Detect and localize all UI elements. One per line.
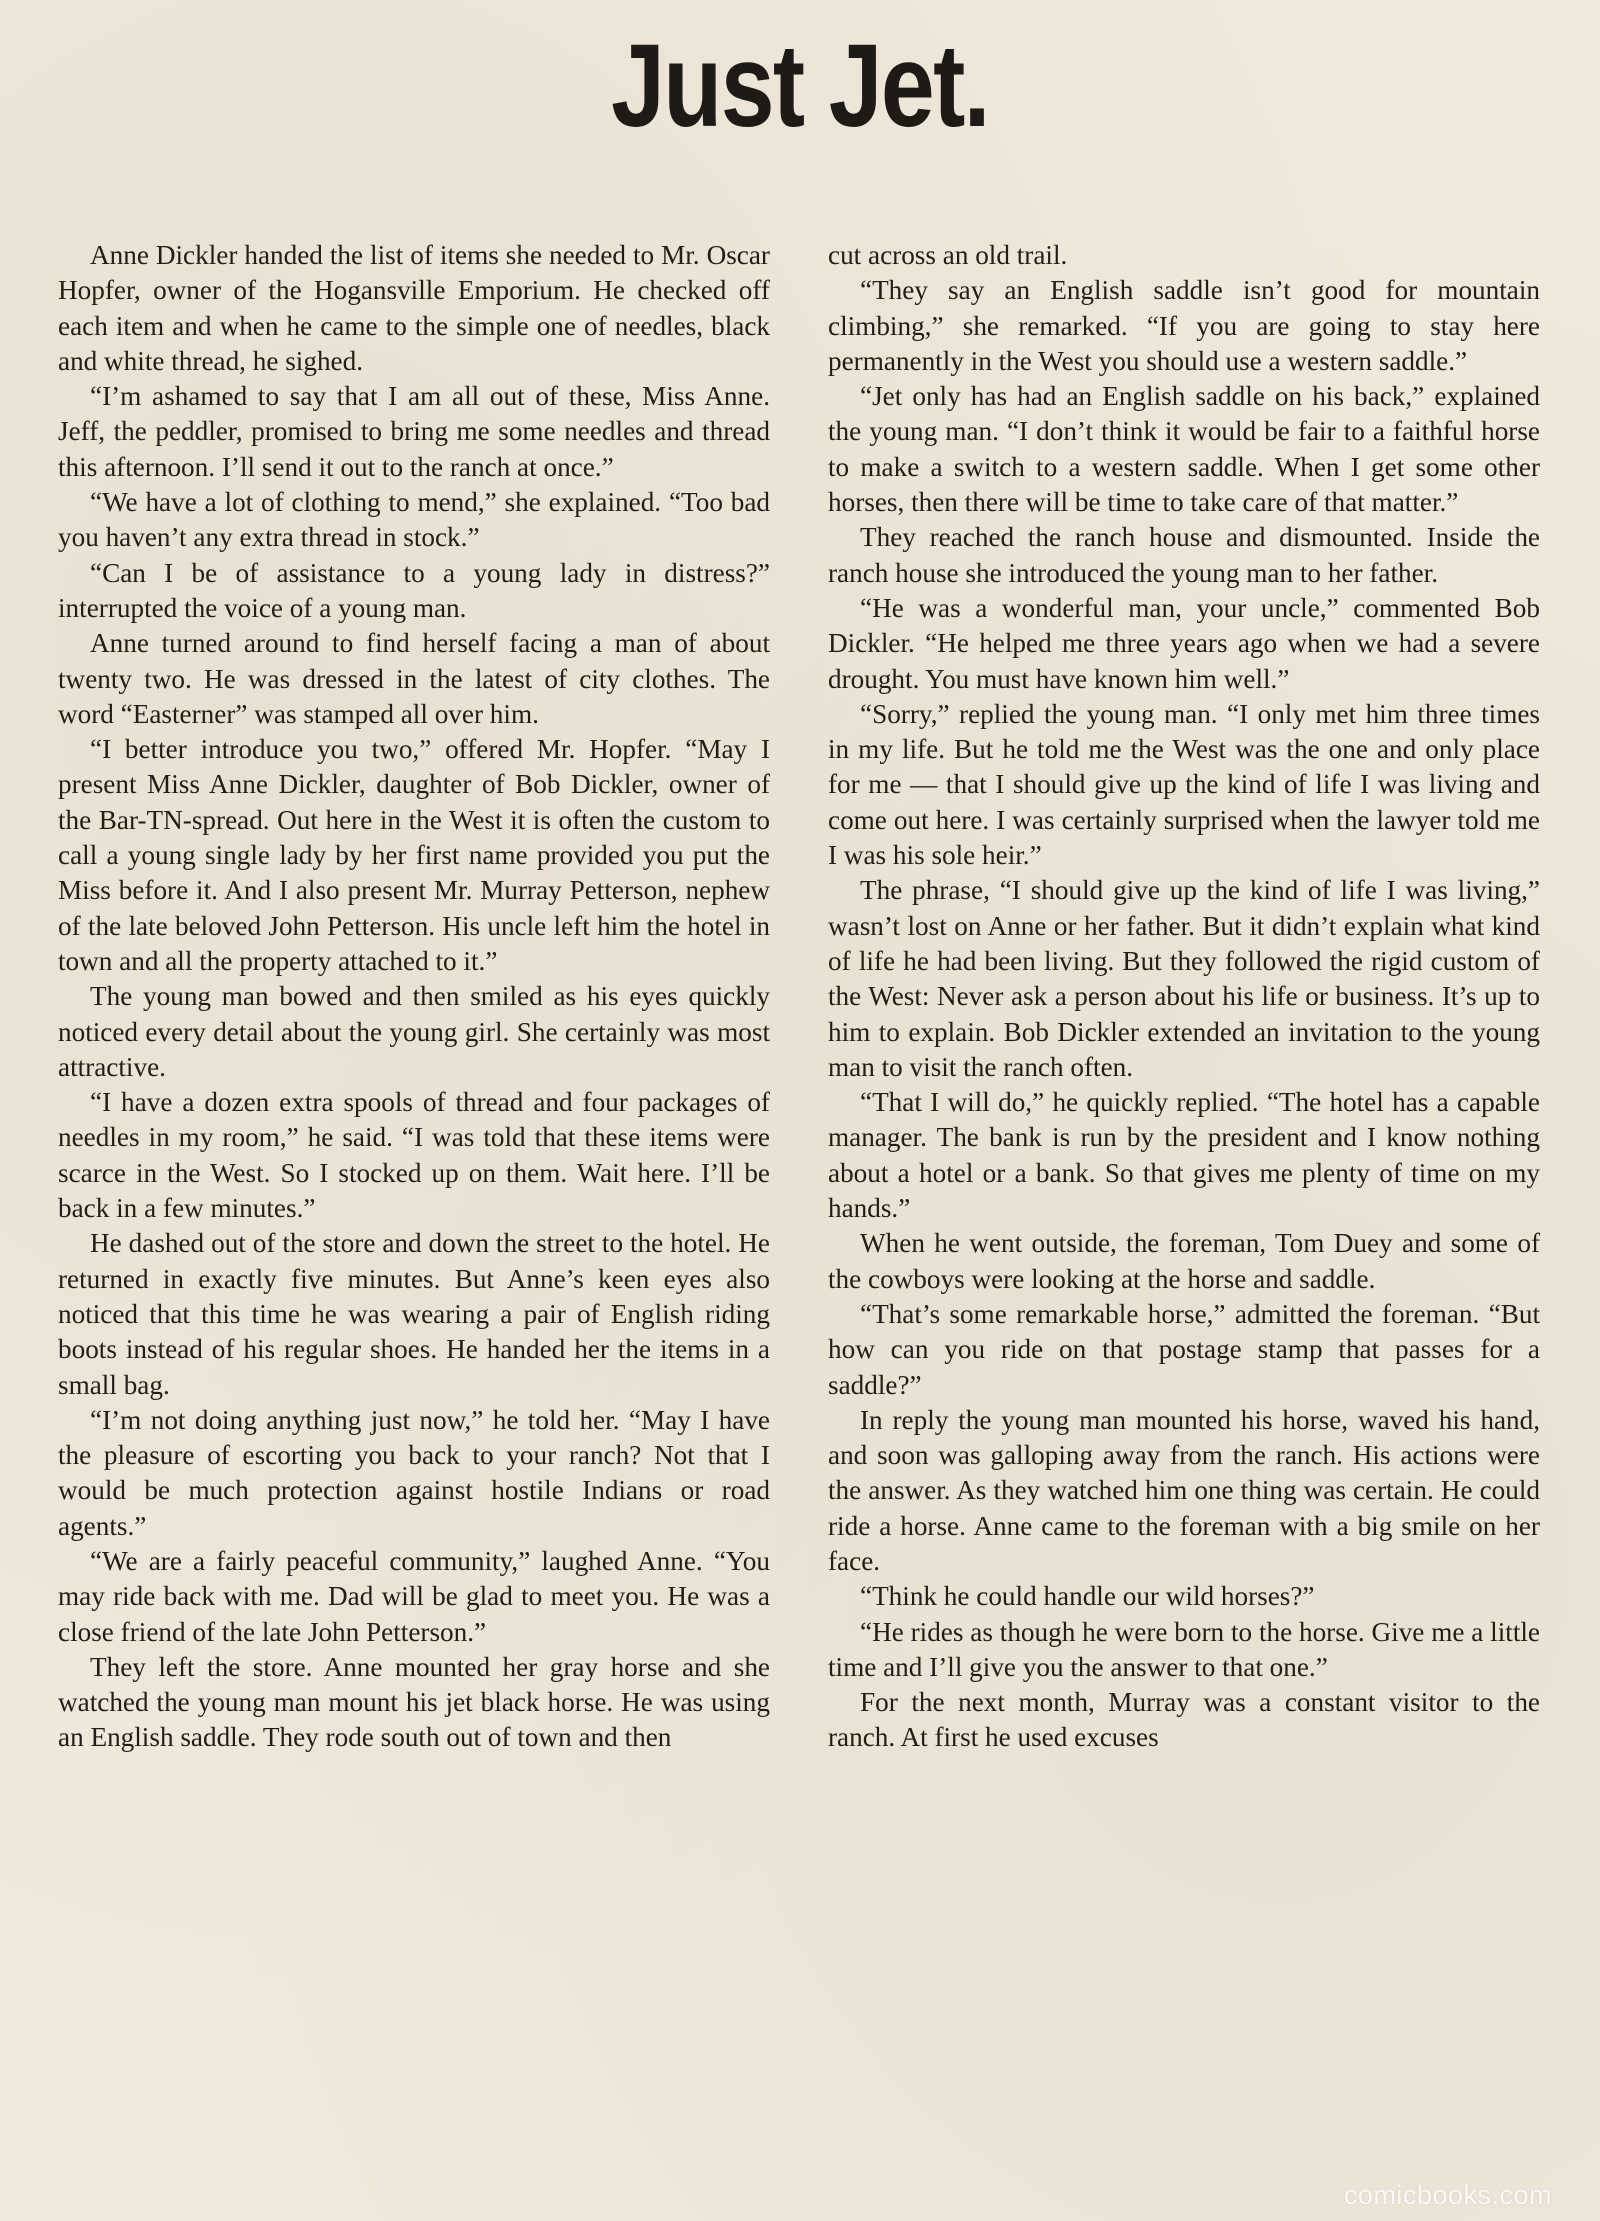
paragraph: “Sorry,” replied the young man. “I only met him three times in my life. But he told me the West was the one and only place for me — that I should give up the kind of life I was living and come out here. I was certainly surprised when the lawyer told me I was his sole heir.” (828, 698, 1540, 871)
paragraph: “I’m not doing anything just now,” he told her. “May I have the pleasure of escorting you back to your ranch? Not that I would be much protection against hostile Indians or road agents.” (58, 1404, 770, 1541)
paragraph: “I better introduce you two,” offered Mr. Hopfer. “May I present Miss Anne Dickler, daughter of Bob Dickler, owner of the Bar-TN-spread. Out here in the West it is often the custom to call a young single lady by her first name provided you put the Miss before it. And I also present Mr. Murray Petterson, nephew of the late beloved John Petterson. His uncle left him the hotel in town and all the property attached to it.” (58, 734, 770, 976)
paragraph: In reply the young man mounted his horse, waved his hand, and soon was galloping away from the ranch. His actions were the answer. As they watched him one thing was certain. He could ride a horse. Anne came to the foreman with a big smile on her face. (828, 1404, 1540, 1576)
watermark: comicbooks.com (1343, 2180, 1552, 2210)
paragraph: “We have a lot of clothing to mend,” she explained. “Too bad you haven’t any extra thread in stock.” (58, 487, 770, 553)
paragraph-continued: cut across an old trail. (828, 240, 1068, 270)
paragraph: “That’s some remarkable horse,” admitted the foreman. “But how can you ride on that postage stamp that passes for a saddle?” (828, 1298, 1540, 1400)
paragraph: They reached the ranch house and dismounted. Inside the ranch house she introduced the young man to her father. (828, 522, 1540, 588)
paragraph: He dashed out of the store and down the street to the hotel. He returned in exactly five minutes. But Anne’s keen eyes also noticed that this time he was wearing a pair of English riding boots instead of his regular shoes. He handed her the items in a small bag. (58, 1228, 770, 1400)
paragraph: For the next month, Murray was a constant visitor to the ranch. At first he used excuses (828, 1687, 1540, 1753)
paragraph: The phrase, “I should give up the kind of life I was living,” wasn’t lost on Anne or her father. But it didn’t explain what kind of life he had been living. But they followed the rigid custom of the West: Never ask a person about his life or business. It’s up to him to explain. Bob Dickler extended an invitation to the young man to visit the ranch often. (828, 875, 1540, 1082)
paragraph: The young man bowed and then smiled as his eyes quickly noticed every detail about the young girl. She certainly was most attractive. (58, 981, 770, 1082)
paragraph: Anne Dickler handed the list of items she needed to Mr. Oscar Hopfer, owner of the Hogansville Emporium. He checked off each item and when he came to the simple one of needles, black and white thread, he sighed. (58, 240, 770, 376)
paragraph: “I have a dozen extra spools of thread and four packages of needles in my room,” he said. “I was told that these items were scarce in the West. So I stocked up on them. Wait here. I’ll be back in a few minutes.” (58, 1087, 770, 1224)
paragraph: “Can I be of assistance to a young lady in distress?” interrupted the voice of a young man. (58, 557, 770, 623)
story-title: Just Jet. (611, 20, 989, 152)
paragraph: “We are a fairly peaceful community,” laughed Anne. “You may ride back with me. Dad will be glad to meet you. He was a close friend of the late John Petterson.” (58, 1545, 770, 1647)
left-column (58, 238, 770, 1756)
paragraph: When he went outside, the foreman, Tom Duey and some of the cowboys were looking at the horse and saddle. (828, 1228, 1540, 1294)
paragraph: “Jet only has had an English saddle on his back,” explained the young man. “I don’t think it would be fair to a faithful horse to make a switch to a western saddle. When I get some other horses, then there will be time to take care of that matter.” (828, 381, 1540, 518)
paragraph: “Think he could handle our wild horses?” (860, 1581, 1315, 1612)
paragraph: “That I will do,” he quickly replied. “The hotel has a capable manager. The bank is run by the president and I know nothing about a hotel or a bank. So that gives me plenty of time on my hands.” (828, 1087, 1540, 1224)
paragraph: “They say an English saddle isn’t good for mountain climbing,” she remarked. “If you are going to stay here permanently in the West you should use a western saddle.” (828, 275, 1540, 376)
right-column (828, 238, 1540, 1756)
paragraph: “He was a wonderful man, your uncle,” commented Bob Dickler. “He helped me three years ago when we had a severe drought. You must have known him well.” (828, 592, 1540, 694)
paragraph: Anne turned around to find herself facing a man of about twenty two. He was dressed in the latest of city clothes. The word “Easterner” was stamped all over him. (58, 628, 770, 729)
paragraph: They left the store. Anne mounted her gray horse and she watched the young man mount his jet black horse. He was using an English saddle. They rode south out of town and then (58, 1651, 770, 1753)
paragraph: “He rides as though he were born to the horse. Give me a little time and I’ll give you the answer to that one.” (828, 1616, 1540, 1682)
paragraph: “I’m ashamed to say that I am all out of these, Miss Anne. Jeff, the peddler, promised to bring me some needles and thread this afternoon. I’ll send it out to the ranch at once.” (58, 381, 770, 482)
